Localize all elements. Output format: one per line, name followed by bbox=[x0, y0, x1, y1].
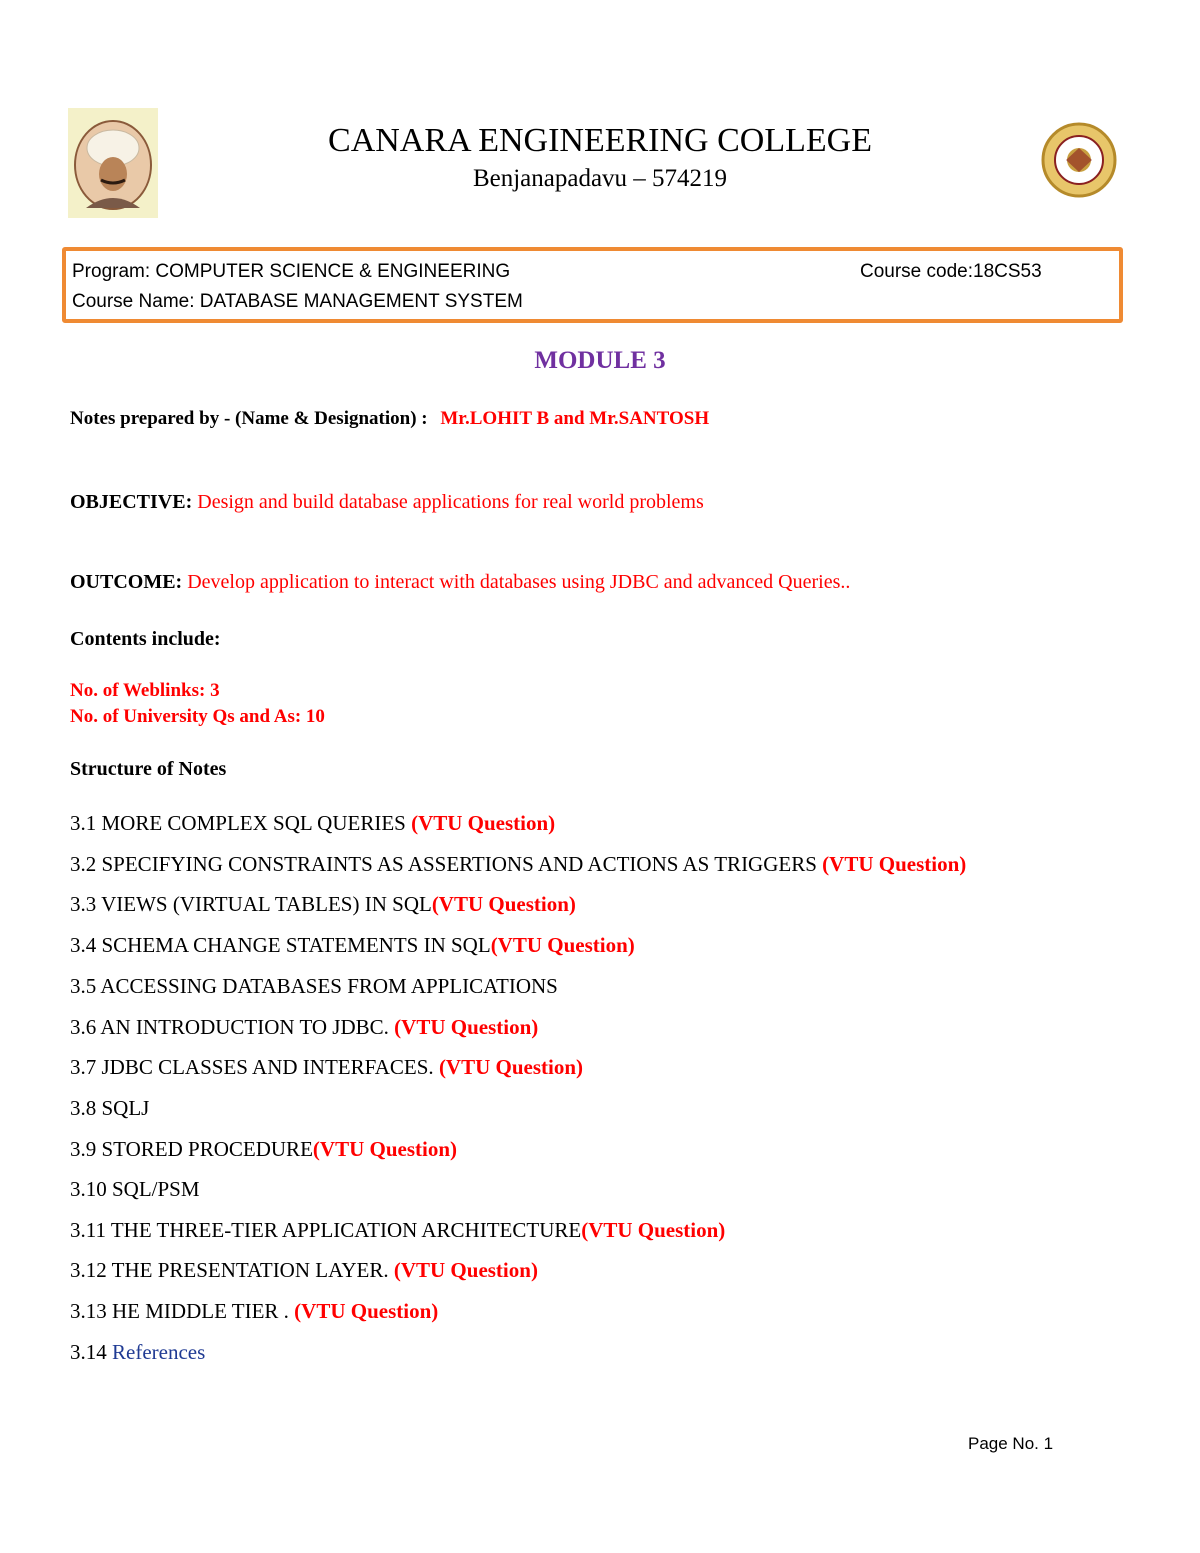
toc-item-text: 3.6 AN INTRODUCTION TO JDBC. bbox=[70, 1015, 395, 1039]
vtu-question-tag: (VTU Question) bbox=[581, 1218, 726, 1242]
toc-item bbox=[70, 1258, 538, 1283]
toc-item-text: 3.10 SQL/PSM bbox=[70, 1177, 200, 1201]
vtu-question-tag: (VTU Question) bbox=[490, 933, 635, 957]
toc-item bbox=[70, 811, 555, 836]
page-number: Page No. 1 bbox=[968, 1434, 1054, 1453]
college-name: CANARA ENGINEERING COLLEGE bbox=[328, 122, 872, 159]
references-link[interactable]: References bbox=[112, 1340, 206, 1364]
toc-item bbox=[70, 852, 966, 877]
toc-item-text: 3.1 MORE COMPLEX SQL QUERIES bbox=[70, 811, 412, 835]
toc-item-text: 3.11 THE THREE-TIER APPLICATION ARCHITECTURE bbox=[70, 1218, 582, 1242]
college-location: Benjanapadavu – 574219 bbox=[472, 165, 728, 192]
vtu-question-tag: (VTU Question) bbox=[822, 852, 967, 876]
toc-item-text: 3.9 STORED PROCEDURE bbox=[70, 1137, 313, 1161]
toc-item bbox=[70, 1299, 438, 1324]
course-name: Course Name: DATABASE MANAGEMENT SYSTEM bbox=[72, 291, 523, 312]
outcome-text: Develop application to interact with databases using JDBC and advanced Queries.. bbox=[187, 571, 851, 593]
toc-item-text: 3.5 ACCESSING DATABASES FROM APPLICATIONS bbox=[70, 974, 558, 998]
program-label: Program: COMPUTER SCIENCE & ENGINEERING bbox=[72, 261, 511, 282]
toc-item-text: 3.13 HE MIDDLE TIER . bbox=[70, 1299, 295, 1323]
vtu-question-tag: (VTU Question) bbox=[393, 1258, 538, 1282]
vtu-question-tag: (VTU Question) bbox=[394, 1015, 539, 1039]
outcome-label: OUTCOME: bbox=[70, 571, 183, 593]
notes-label: Notes prepared by - (Name & Designation) : bbox=[70, 408, 428, 429]
toc-item bbox=[70, 974, 558, 999]
toc-item bbox=[70, 1340, 205, 1365]
course-code: Course code:18CS53 bbox=[860, 261, 1042, 282]
notes-authors: Mr.LOHIT B and Mr.SANTOSH bbox=[440, 408, 710, 429]
toc-item bbox=[70, 1015, 538, 1040]
vtu-question-tag: (VTU Question) bbox=[431, 892, 576, 916]
toc-item bbox=[70, 892, 576, 917]
toc-item-text: 3.7 JDBC CLASSES AND INTERFACES. bbox=[70, 1055, 439, 1079]
objective-line bbox=[70, 491, 704, 514]
university-qs-count: No. of University Qs and As: 10 bbox=[70, 706, 325, 727]
toc-item bbox=[70, 1177, 200, 1202]
vtu-question-tag: (VTU Question) bbox=[411, 811, 556, 835]
contents-heading: Contents include: bbox=[70, 628, 221, 650]
outcome-line bbox=[70, 571, 850, 594]
toc-item-number: 3.14 bbox=[70, 1340, 112, 1364]
course-info-box bbox=[62, 247, 1123, 323]
structure-heading: Structure of Notes bbox=[70, 758, 227, 780]
toc-item-text: 3.3 VIEWS (VIRTUAL TABLES) IN SQL bbox=[70, 892, 432, 916]
module-title: MODULE 3 bbox=[534, 347, 666, 374]
vtu-question-tag: (VTU Question) bbox=[312, 1137, 457, 1161]
notes-prepared-by bbox=[70, 408, 709, 430]
toc-item-text: 3.12 THE PRESENTATION LAYER. bbox=[70, 1258, 394, 1282]
toc-item bbox=[70, 1137, 457, 1162]
toc-item-text: 3.8 SQLJ bbox=[70, 1096, 150, 1120]
weblinks-count: No. of Weblinks: 3 bbox=[70, 680, 220, 701]
objective-text: Design and build database applications for real world problems bbox=[197, 491, 704, 513]
toc-item bbox=[70, 1055, 583, 1080]
toc-item bbox=[70, 933, 635, 958]
toc-item-text: 3.4 SCHEMA CHANGE STATEMENTS IN SQL bbox=[70, 933, 491, 957]
toc-item bbox=[70, 1218, 725, 1243]
objective-label: OBJECTIVE: bbox=[70, 491, 193, 513]
toc-item bbox=[70, 1096, 149, 1121]
toc-item-text: 3.2 SPECIFYING CONSTRAINTS AS ASSERTIONS AND ACTIONS AS TRIGGERS bbox=[70, 852, 823, 876]
vtu-question-tag: (VTU Question) bbox=[294, 1299, 439, 1323]
vtu-question-tag: (VTU Question) bbox=[438, 1055, 584, 1079]
